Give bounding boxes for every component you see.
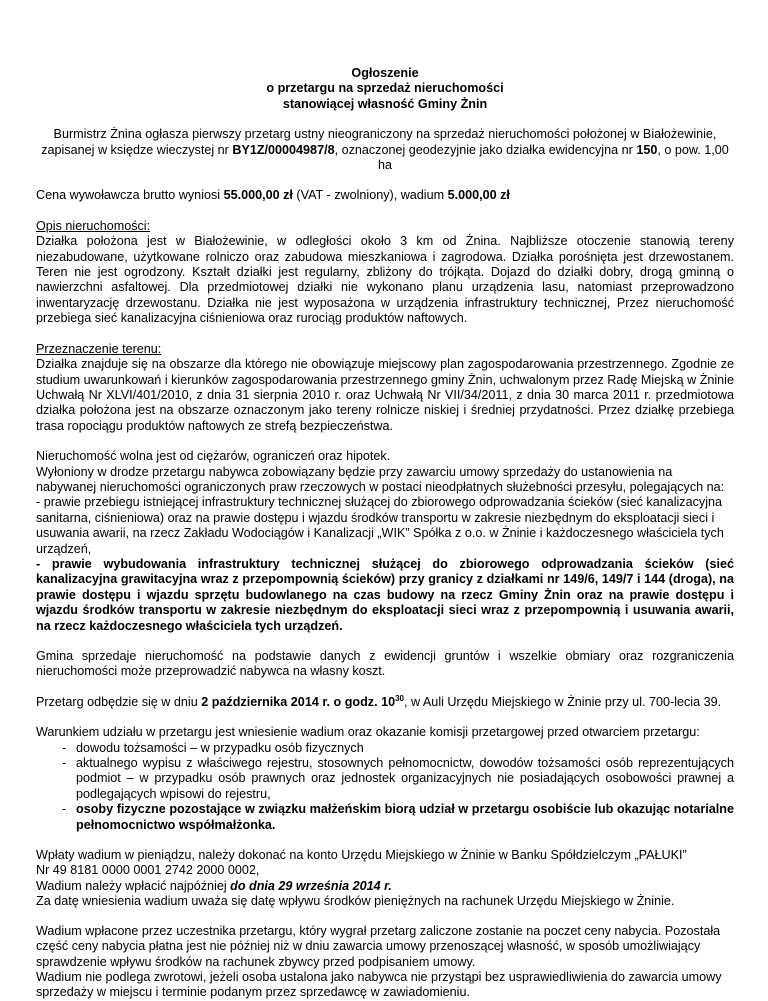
description-heading: Opis nieruchomości: — [36, 218, 151, 233]
auction-date: 2 października 2014 r. o godz. 10 — [201, 694, 396, 709]
price-paragraph — [36, 188, 734, 203]
encumbrance-item-2 — [36, 557, 734, 634]
encumbrance-item-1: - prawie przebiegu istniejącej infrastruktury technicznej służącej do zbiorowego odprowadzania ścieków (sieć kanalizacyjna sanitarna, ciśnieniowa) oraz na prawie dostępu i wjazdu środków transportu w zakresie niezbędnym do eksploatacji sieci i usuwania awarii, na rzecz Zakładu Wodociągów i Kanalizacji „WIK” Spółka z o.o. w Żninie i każdoczesnego właściciela tych urządzeń, — [36, 495, 724, 556]
payment-line-4: Za datę wniesienia wadium uważa się datę wpływu środków pieniężnych na rachunek Urzędu Miejskiego w Żninie. — [36, 894, 675, 909]
conditions-intro: Warunkiem udziału w przetargu jest wniesienie wadium oraz okazanie komisji przetargowej przed otwarciem przetargu: — [36, 725, 700, 740]
deposit-amount: 5.000,00 zł — [447, 188, 510, 203]
conditions-list — [36, 741, 734, 833]
condition-item-2: - aktualnego wypisu z właściwego rejestru, stosownych pełnomocnictw, dowodów tożsamości osób reprezentujących podmiot – w przypadku osób prawnych oraz jednostek organizacyjnych nie posiadających osobowości prawnej a podlegających wpisowi do rejestru, — [36, 756, 734, 802]
auction-minutes: 30 — [395, 693, 405, 703]
description-body: Działka położona jest w Białożewinie, w odległości około 3 km od Żnina. Najbliższe otoczenie stanowią tereny niezabudowane, użytkowane rolniczo oraz zabudowa mieszkaniowa i zagrodowa. Działka porośnięta jest drzewostanem. Teren nie jest ogrodzony. Kształt działki jest regularny, zbliżony do trójkąta. Dojazd do działki dobry, drogą gminną o nawierzchni asfaltowej. Dla przedmiotowej działki nie wykonano planu urządzenia lasu, natomiast przeprowadzono inwentaryzację drzewostanu. Działka nie jest wyposażona w urządzenia infrastruktury technicznej, Przez nieruchomość przebiega sieć kanalizacyjna ciśnieniowa oraz rurociąg produktów naftowych. — [36, 234, 734, 326]
parcel-number: 150 — [636, 142, 658, 157]
bank-account-number: Nr 49 8181 0000 0001 2742 2000 0002, — [36, 863, 260, 878]
condition-item-1: - dowodu tożsamości – w przypadku osób fizycznych — [36, 741, 734, 756]
deadline-date: do dnia 29 września 2014 r. — [230, 878, 392, 893]
purpose-heading: Przeznaczenie terenu: — [36, 341, 162, 356]
purpose-body: Działka znajduje się na obszarze dla którego nie obowiązuje miejscowy plan zagospodarowania przestrzennego. Zgodnie ze studium uwarunkowań i kierunków zagospodarowania przestrzennego gminy Żnin, uchwalonym przez Radę Miejską w Żninie Uchwałą Nr XLVI/401/2010, z dnia 31 sierpnia 2010 r. oraz Uchwałą Nr VII/34/2011, z dnia 30 marca 2011 r. przedmiotowa działka położona jest na obszarze oznaczonym jako tereny rolnicze niskiej i średniej przydatności. Przez działkę przebiega trasa ropociągu produktów naftowych ze strefą bezpieczeństwa. — [36, 357, 734, 433]
document-title — [36, 66, 734, 112]
deadline-text: Wadium należy wpłacić najpóźniej — [36, 878, 231, 893]
starting-price: 55.000,00 zł — [223, 188, 293, 203]
encumbrance-free: Nieruchomość wolna jest od ciężarów, ograniczeń oraz hipotek. — [36, 449, 391, 464]
title-line-2: o przetargu na sprzedaż nieruchomości — [266, 81, 504, 96]
title-line-1: Ogłoszenie — [351, 66, 419, 80]
payment-line-1: Wpłaty wadium w pieniądzu, należy dokonać na konto Urzędu Miejskiego w Żninie w Banku Spółdzielczym „PAŁUKI” — [36, 848, 687, 863]
encumbrance-obligation: Wyłoniony w drodze przetargu nabywca zobowiązany będzie przy zawarciu umowy sprzedaży do ustanowienia na nabywanej nieruchomości ograniczonych praw rzeczowych w postaci nieodpłatnych służebności przesyłu, polegających na: — [36, 464, 725, 494]
title-line-3: stanowiącej własność Gminy Żnin — [282, 96, 488, 111]
intro-text-c: , o pow. 1,00 ha — [377, 142, 729, 173]
condition-item-3 — [36, 802, 734, 833]
records-paragraph: Gmina sprzedaje nieruchomość na podstawie danych z ewidencji gruntów i wszelkie obmiary oraz rozgraniczenia nieruchomości może przeprowadzić nabywca na własny koszt. — [36, 649, 734, 679]
auction-text-a: Przetarg odbędzie się w dniu — [36, 694, 202, 709]
encumbrance-item-2-text: - prawie wybudowania infrastruktury technicznej służącej do zbiorowego odprowadzania ścieków (sieć kanalizacyjna grawitacyjna wraz z przepompownią ścieków) przy granicy z działkami nr 149/6, 149/7 i 144 (droga), na prawie dostępu i wjazdu sprzętu budowlanego na czas budowy na rzecz Gminy Żnin oraz na prawie dostępu i wjazdu środków transportu w zakresie niezbędnym do eksploatacji sieci wraz z przepompownią i usuwania awarii, na rzecz każdoczesnego właściciela tych urządzeń. — [36, 556, 734, 633]
intro-text-a: Burmistrz Żnina ogłasza pierwszy przetarg ustny nieograniczony na sprzedaż nieruchomości położonej w Białożewinie, zapisanej w księdze wieczystej nr — [41, 127, 717, 157]
land-register-number: BY1Z/00004987/8 — [232, 142, 335, 157]
auction-paragraph — [36, 695, 734, 710]
intro-text-b: , oznaczonej geodezyjnie jako działka ewidencyjna nr — [334, 142, 637, 157]
condition-item-3-text: osoby fizyczne pozostające w związku małżeńskim biorą udział w przetargu osobiście lub okazując notarialne pełnomocnictwo współmałżonka. — [76, 802, 734, 832]
payment-deadline — [36, 879, 734, 894]
price-text-a: Cena wywoławcza brutto wyniosi — [36, 188, 224, 203]
auction-text-b: , w Auli Urzędu Miejskiego w Żninie przy ul. 700-lecia 39. — [404, 694, 722, 709]
intro-paragraph — [36, 127, 734, 173]
price-text-b: (VAT - zwolniony), wadium — [292, 188, 448, 203]
settlement-paragraph: Wadium wpłacone przez uczestnika przetargu, który wygrał przetarg zaliczone zostanie na poczet ceny nabycia. Pozostała część ceny nabycia płatna jest nie później niż w dniu zawarcia umowy przenoszącej własność, w sposób umożliwiający sprawdzenie wpływu środków na rachunek zbywcy przed podpisaniem umowy. Wadium nie podlega zwrotowi, jeżeli osoba ustalona jako nabywca nie przystąpi bez usprawiedliwienia do zawarcia umowy sprzedaży w miejscu i terminie podanym przez sprzedawcę w zawiadomieniu. — [36, 923, 722, 1000]
